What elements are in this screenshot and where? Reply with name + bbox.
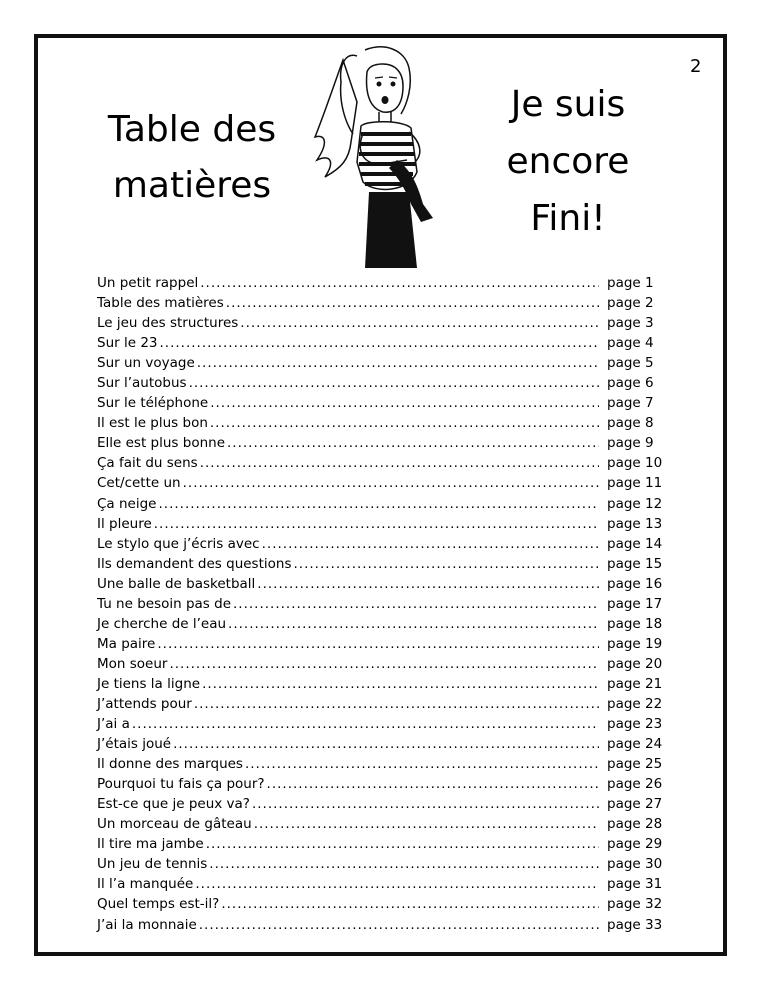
toc-entry — [97, 694, 663, 714]
toc-dot-leader — [254, 814, 599, 834]
toc-entry — [97, 774, 663, 794]
toc-entry — [97, 473, 663, 493]
toc-entry-title: Elle est plus bonne — [97, 435, 225, 452]
toc-entry-page: page 30 — [607, 856, 663, 873]
toc-entry-page: page 4 — [607, 335, 654, 352]
toc-entry — [97, 594, 663, 614]
toc-entry-page: page 14 — [607, 535, 663, 552]
toc-dot-leader — [240, 313, 599, 333]
toc-dot-leader — [202, 674, 599, 694]
toc-entry-title: Cet/cette un — [97, 475, 181, 492]
toc-entry-title: Quel temps est-il? — [97, 896, 220, 913]
toc-dot-leader — [173, 734, 599, 754]
toc-entry — [97, 874, 663, 894]
toc-entry-title: Pourquoi tu fais ça pour? — [97, 776, 265, 793]
toc-entry-page: page 3 — [607, 315, 654, 332]
toc-dot-leader — [160, 333, 600, 353]
toc-entry — [97, 534, 663, 554]
toc-entry-page: page 16 — [607, 575, 663, 592]
toc-entry-title: Un petit rappel — [97, 275, 199, 291]
toc-entry-title: Ma paire — [97, 635, 156, 652]
toc-entry-title: Le jeu des structures — [97, 315, 239, 332]
toc-entry-page: page 32 — [607, 896, 663, 913]
toc-entry-page: page 12 — [607, 495, 663, 512]
toc-dot-leader — [293, 554, 599, 574]
toc-entry-title: Il pleure — [97, 515, 152, 532]
toc-entry-page: page 10 — [607, 455, 663, 472]
toc-entry-title: Sur le téléphone — [97, 395, 209, 412]
toc-dot-leader — [169, 654, 599, 674]
toc-entry-page: page 15 — [607, 555, 663, 572]
toc-entry — [97, 413, 663, 433]
toc-entry-title: Un morceau de gâteau — [97, 816, 252, 833]
toc-entry-title: Il tire ma jambe — [97, 836, 204, 853]
toc-entry — [97, 514, 663, 534]
toc-entry-page: page 26 — [607, 776, 663, 793]
toc-entry-title: Je cherche de l’eau — [97, 615, 227, 632]
toc-dot-leader — [194, 694, 599, 714]
girl-illustration — [305, 42, 465, 272]
toc-dot-leader — [267, 774, 599, 794]
toc-entry-title: Il donne des marques — [97, 756, 243, 773]
toc-dot-leader — [157, 634, 599, 654]
toc-entry-title: J’ai a — [97, 716, 130, 733]
toc-entry-page: page 24 — [607, 736, 663, 753]
toc-dot-leader — [132, 714, 599, 734]
toc-entry-title: Sur l’autobus — [97, 375, 187, 392]
toc-entry-page: page 9 — [607, 435, 654, 452]
toc-entry-page: page 22 — [607, 695, 663, 712]
toc-entry-page: page 6 — [607, 375, 654, 392]
toc-dot-leader — [189, 373, 599, 393]
toc-dot-leader — [199, 915, 599, 935]
toc-entry — [97, 814, 663, 834]
toc-dot-leader — [209, 854, 599, 874]
toc-entry — [97, 794, 663, 814]
toc-entry-title: Ça neige — [97, 495, 157, 512]
subtitle-line-3: Fini! — [530, 198, 606, 239]
toc-entry — [97, 574, 663, 594]
toc-dot-leader — [183, 473, 599, 493]
toc-entry — [97, 614, 663, 634]
subtitle-heading — [478, 76, 658, 247]
toc-entry-title: Est-ce que je peux va? — [97, 796, 250, 813]
toc-entry — [97, 915, 663, 935]
table-of-contents — [97, 273, 663, 935]
toc-entry — [97, 654, 663, 674]
toc-entry-page: page 28 — [607, 816, 663, 833]
toc-dot-leader — [158, 494, 599, 514]
toc-entry-title: Un jeu de tennis — [97, 856, 208, 873]
toc-entry-title: Mon soeur — [97, 655, 168, 672]
page-number: 2 — [690, 56, 702, 77]
toc-entry-page: page 7 — [607, 395, 654, 412]
toc-entry — [97, 453, 663, 473]
toc-dot-leader — [227, 433, 599, 453]
toc-dot-leader — [206, 834, 599, 854]
toc-entry — [97, 734, 663, 754]
toc-entry-page: page 29 — [607, 836, 663, 853]
subtitle-line-2: encore — [506, 141, 630, 182]
toc-entry — [97, 273, 663, 293]
toc-heading-line-2: matières — [112, 165, 272, 206]
toc-entry-page: page 31 — [607, 876, 663, 893]
toc-dot-leader — [197, 353, 599, 373]
toc-entry-page: page 5 — [607, 355, 654, 372]
toc-entry-page: page 23 — [607, 716, 663, 733]
toc-entry-page: page 18 — [607, 615, 663, 632]
toc-entry-page: page 2 — [607, 295, 654, 312]
toc-dot-leader — [210, 393, 599, 413]
toc-entry — [97, 834, 663, 854]
toc-entry-page: page 17 — [607, 595, 663, 612]
toc-heading-line-1: Table des — [107, 109, 277, 150]
toc-dot-leader — [154, 514, 599, 534]
toc-entry — [97, 754, 663, 774]
toc-dot-leader — [221, 894, 599, 914]
toc-dot-leader — [228, 614, 599, 634]
toc-dot-leader — [195, 874, 599, 894]
toc-entry-page: page 11 — [607, 475, 663, 492]
subtitle-line-1: Je suis — [510, 84, 626, 125]
toc-dot-leader — [210, 413, 599, 433]
toc-entry-page: page 8 — [607, 415, 654, 432]
toc-entry-page: page 19 — [607, 635, 663, 652]
toc-entry — [97, 714, 663, 734]
toc-entry-title: Le stylo que j’écris avec — [97, 535, 260, 552]
toc-entry-title: Il l’a manquée — [97, 876, 194, 893]
toc-entry-title: Ils demandent des questions — [97, 555, 292, 572]
toc-entry-title: Sur le 23 — [97, 335, 158, 352]
toc-dot-leader — [252, 794, 599, 814]
toc-entry-page: page 20 — [607, 655, 663, 672]
toc-entry — [97, 433, 663, 453]
toc-entry — [97, 293, 663, 313]
toc-entry-page: page 1 — [607, 275, 654, 291]
toc-entry-title: J’attends pour — [97, 695, 192, 712]
toc-dot-leader — [226, 293, 599, 313]
toc-entry-title: Ça fait du sens — [97, 455, 198, 472]
toc-entry — [97, 634, 663, 654]
toc-dot-leader — [233, 594, 599, 614]
toc-entry — [97, 674, 663, 694]
toc-dot-leader — [200, 453, 599, 473]
toc-entry-title: Il est le plus bon — [97, 415, 208, 432]
toc-entry — [97, 373, 663, 393]
toc-entry-title: Table des matières — [97, 295, 224, 312]
toc-entry — [97, 854, 663, 874]
toc-entry-title: Sur un voyage — [97, 355, 195, 372]
toc-entry-title: Une balle de basketball — [97, 575, 256, 592]
toc-entry — [97, 894, 663, 914]
toc-entry-page: page 27 — [607, 796, 663, 813]
toc-entry-title: J’étais joué — [97, 736, 172, 753]
toc-entry — [97, 313, 663, 333]
toc-entry-page: page 13 — [607, 515, 663, 532]
toc-entry — [97, 554, 663, 574]
toc-entry-title: Je tiens la ligne — [97, 675, 201, 692]
toc-dot-leader — [262, 534, 599, 554]
toc-entry — [97, 494, 663, 514]
toc-entry-page: page 33 — [607, 916, 663, 933]
toc-entry — [97, 333, 663, 353]
toc-dot-leader — [200, 273, 599, 293]
toc-heading — [92, 102, 292, 214]
toc-entry — [97, 393, 663, 413]
toc-entry-title: J’ai la monnaie — [97, 916, 197, 933]
toc-entry-page: page 21 — [607, 675, 663, 692]
toc-dot-leader — [245, 754, 599, 774]
toc-entry-page: page 25 — [607, 756, 663, 773]
toc-entry-title: Tu ne besoin pas de — [97, 595, 232, 612]
toc-entry — [97, 353, 663, 373]
toc-dot-leader — [257, 574, 599, 594]
